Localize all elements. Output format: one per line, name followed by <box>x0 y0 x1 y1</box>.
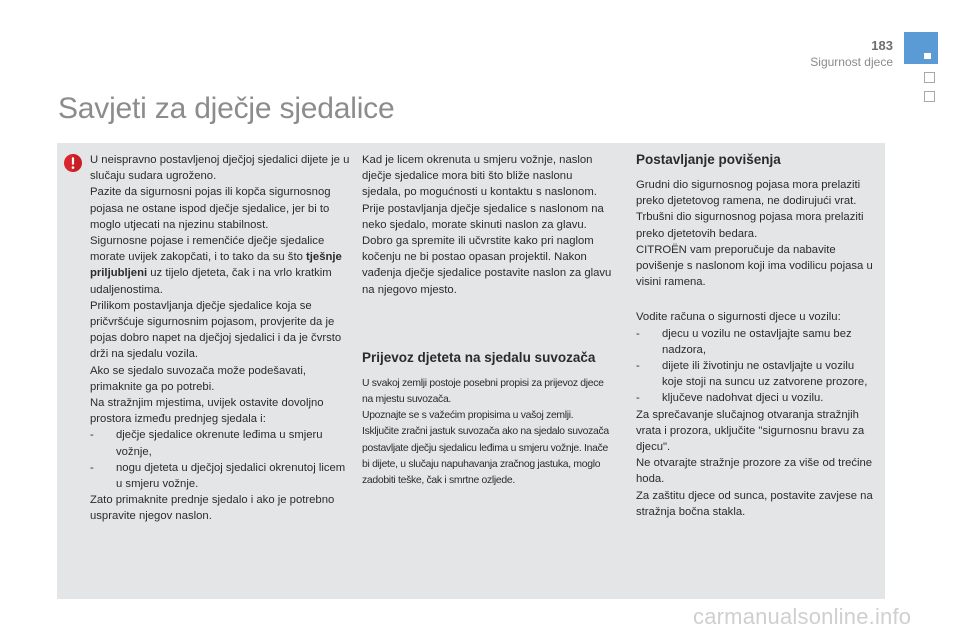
middle-column <box>362 152 612 489</box>
section-heading-passenger-seat: Prijevoz djeteta na sjedalu suvozača <box>362 349 596 365</box>
list-item: - dijete ili životinju ne ostavljajte u vozilu koje stoji na suncu uz zatvorene prozore, <box>636 360 868 389</box>
list-item: - nogu djeteta u dječjoj sjedalici okrenutoj licem u smjeru vožnje. <box>90 461 346 491</box>
tab-marker-icon <box>924 53 931 59</box>
paragraph: Pazite da sigurnosni pojas ili kopča sigurnosnog pojasa ne ostane ispod dječje sjedalice, jer bi to moglo utjecati na njezinu stabilnost. <box>90 186 331 231</box>
watermark: carmanualsonline.info <box>693 604 912 629</box>
right-column <box>636 152 876 520</box>
paragraph: Upoznajte se s važećim propisima u vašoj zemlji. <box>362 410 574 422</box>
paragraph: Isključite zračni jastuk suvozača ako na sjedalo suvozača postavljate dječju sjedalicu leđima u smjeru vožnje. Inače bi dijete, u slučaju napuhavanja zračnog jastuka, moglo zadobiti teške, čak i smrtne ozljede. <box>362 426 609 487</box>
paragraph: U svakoj zemlji postoje posebni propisi za prijevoz djece na mjestu suvozača. <box>362 377 604 406</box>
page-title: Savjeti za dječje sjedalice <box>58 92 395 125</box>
list-item: - djecu u vozilu ne ostavljajte samu bez nadzora, <box>636 327 852 356</box>
paragraph: Sigurnosne pojase i remenčiće dječje sjedalice morate uvijek zakopčati, i to tako da su što tješnje priljubljeni uz tijelo djeteta, čak i na vrlo kratkim udaljenostima. <box>90 235 342 296</box>
section-heading-booster: Postavljanje povišenja <box>636 152 781 167</box>
spacer <box>636 290 876 309</box>
paragraph: Vodite računa o sigurnosti djece u vozilu: <box>636 311 841 324</box>
chapter-tab[interactable] <box>924 91 935 102</box>
paragraph: Trbušni dio sigurnosnog pojasa mora prelaziti preko djetetovih bedara. <box>636 211 864 240</box>
paragraph: Ne otvarajte stražnje prozore za više od trećine hoda. <box>636 457 873 486</box>
page-number: 183 <box>871 38 893 53</box>
chapter-tab[interactable] <box>924 72 935 83</box>
paragraph: Kad je licem okrenuta u smjeru vožnje, naslon dječje sjedalice mora biti što bliže naslonu sjedala, po mogućnosti u kontaktu s naslonom. <box>362 154 597 199</box>
paragraph: Na stražnjim mjestima, uvijek ostavite dovoljno prostora između prednjeg sjedala i: <box>90 397 324 426</box>
paragraph: Prije postavljanja dječje sjedalice s naslonom na neko sjedalo, morate skinuti naslon za glavu. Dobro ga spremite ili učvrstite kako pri naglom kočenju ne bi postao opasan projektil. Nakon vađenja dječje sjedalice postavite naslon za glavu na njegovo mjesto. <box>362 202 612 296</box>
list-item: - ključeve nadohvat djeci u vozilu. <box>636 392 824 405</box>
paragraph: U neispravno postavljenoj dječjoj sjedalici dijete je u slučaju sudara ugroženo. <box>90 154 350 183</box>
paragraph: Ako se sjedalo suvozača može podešavati, primaknite ga po potrebi. <box>90 364 307 393</box>
paragraph: Prilikom postavljanja dječje sjedalice koja se pričvršćuje sigurnosnim pojasom, provjerite da je pojas dobro napet na dječjoj sjedalici i da je čvrsto drži na sjedalu vozila. <box>90 299 342 361</box>
paragraph: Za sprečavanje slučajnog otvaranja stražnjih vrata i prozora, uključite "sigurnosnu bravu za djecu". <box>636 408 865 454</box>
paragraph: CITROËN vam preporučuje da nabavite povišenje s naslonom koji ima vodilicu pojasa u visini ramena. <box>636 243 873 289</box>
paragraph: Zato primaknite prednje sjedalo i ako je potrebno uspravite njegov naslon. <box>90 494 335 523</box>
paragraph: Za zaštitu djece od sunca, postavite zavjese na stražnja bočna stakla. <box>636 489 873 518</box>
warning-exclamation-icon <box>64 154 82 172</box>
warning-column <box>90 152 352 525</box>
paragraph: Grudni dio sigurnosnog pojasa mora prelaziti preko djetetovog ramena, ne dodirujući vrat. <box>636 179 861 208</box>
emphasis-text: tješnje priljubljeni <box>90 251 342 280</box>
chapter-tab-active[interactable] <box>904 32 938 64</box>
section-name: Sigurnost djece <box>810 55 893 69</box>
list-item: - dječje sjedalice okrenute leđima u smjeru vožnje, <box>90 429 323 458</box>
